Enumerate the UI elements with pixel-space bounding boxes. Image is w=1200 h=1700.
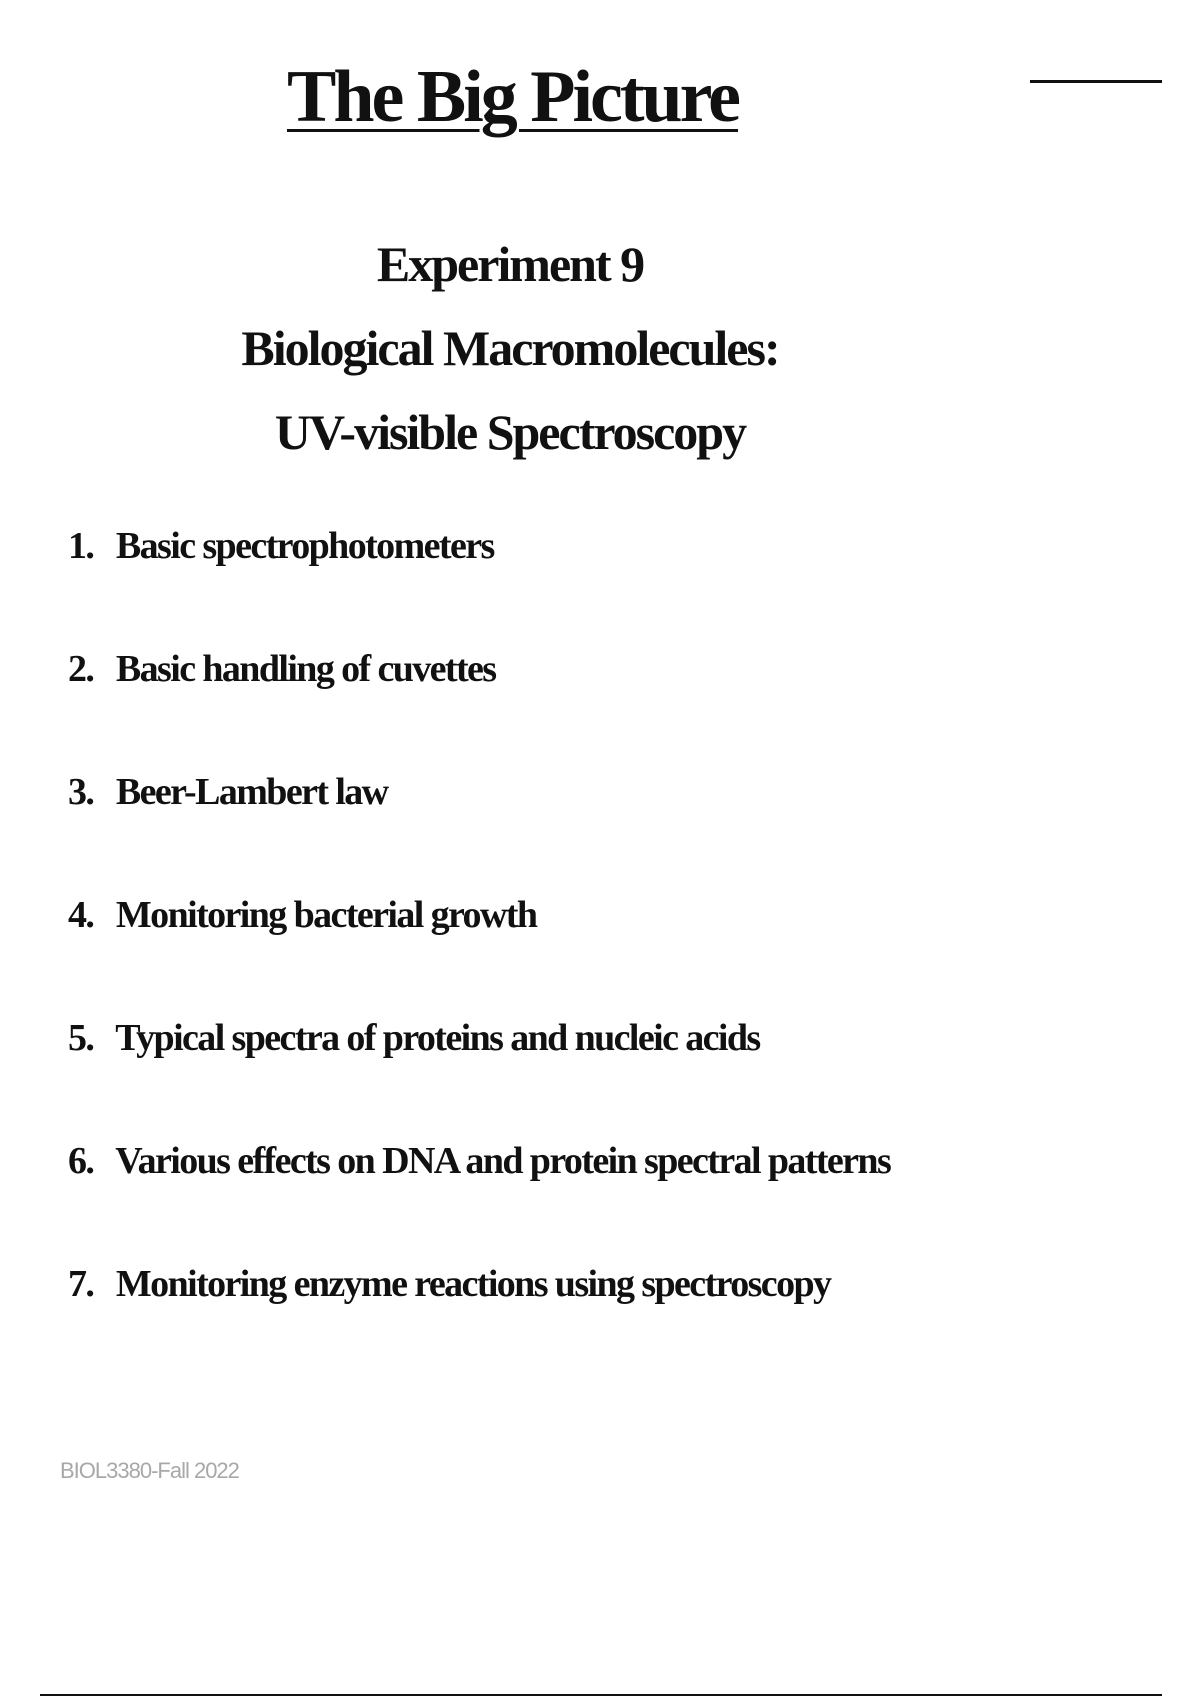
topic-list [68,522,890,1383]
list-item-text: Typical spectra of proteins and nucleic acids [115,1017,760,1059]
bottom-rule [40,1694,1162,1696]
list-item [68,891,890,1014]
list-item-number: 4. [68,894,94,936]
subtitle-line-topic: Biological Macromolecules: [241,320,779,376]
list-item-number: 6. [68,1140,94,1182]
list-item-number: 2. [68,648,94,690]
list-item-number: 1. [68,525,94,567]
subtitle-line-experiment: Experiment 9 [376,236,644,292]
list-item [68,768,890,891]
list-item-text: Monitoring bacterial growth [115,894,537,936]
list-item-text: Basic handling of cuvettes [115,648,496,690]
top-right-rule [1030,80,1162,83]
course-footer: BIOL3380-Fall 2022 [60,1458,239,1483]
list-item [68,1014,890,1137]
list-item-number: 3. [68,771,94,813]
list-item-text: Various effects on DNA and protein spectral patterns [115,1140,891,1182]
subtitle-line-method: UV-visible Spectroscopy [274,404,746,460]
experiment-subtitle [0,222,1020,474]
list-item-text: Monitoring enzyme reactions using spectroscopy [115,1263,831,1305]
list-item-text: Basic spectrophotometers [115,525,494,567]
list-item [68,645,890,768]
page-title: The Big Picture [286,56,739,138]
list-item [68,1260,890,1383]
list-item-number: 5. [68,1017,94,1059]
list-item-text: Beer-Lambert law [115,771,388,813]
list-item [68,522,890,645]
list-item-number: 7. [68,1263,94,1305]
list-item [68,1137,890,1260]
